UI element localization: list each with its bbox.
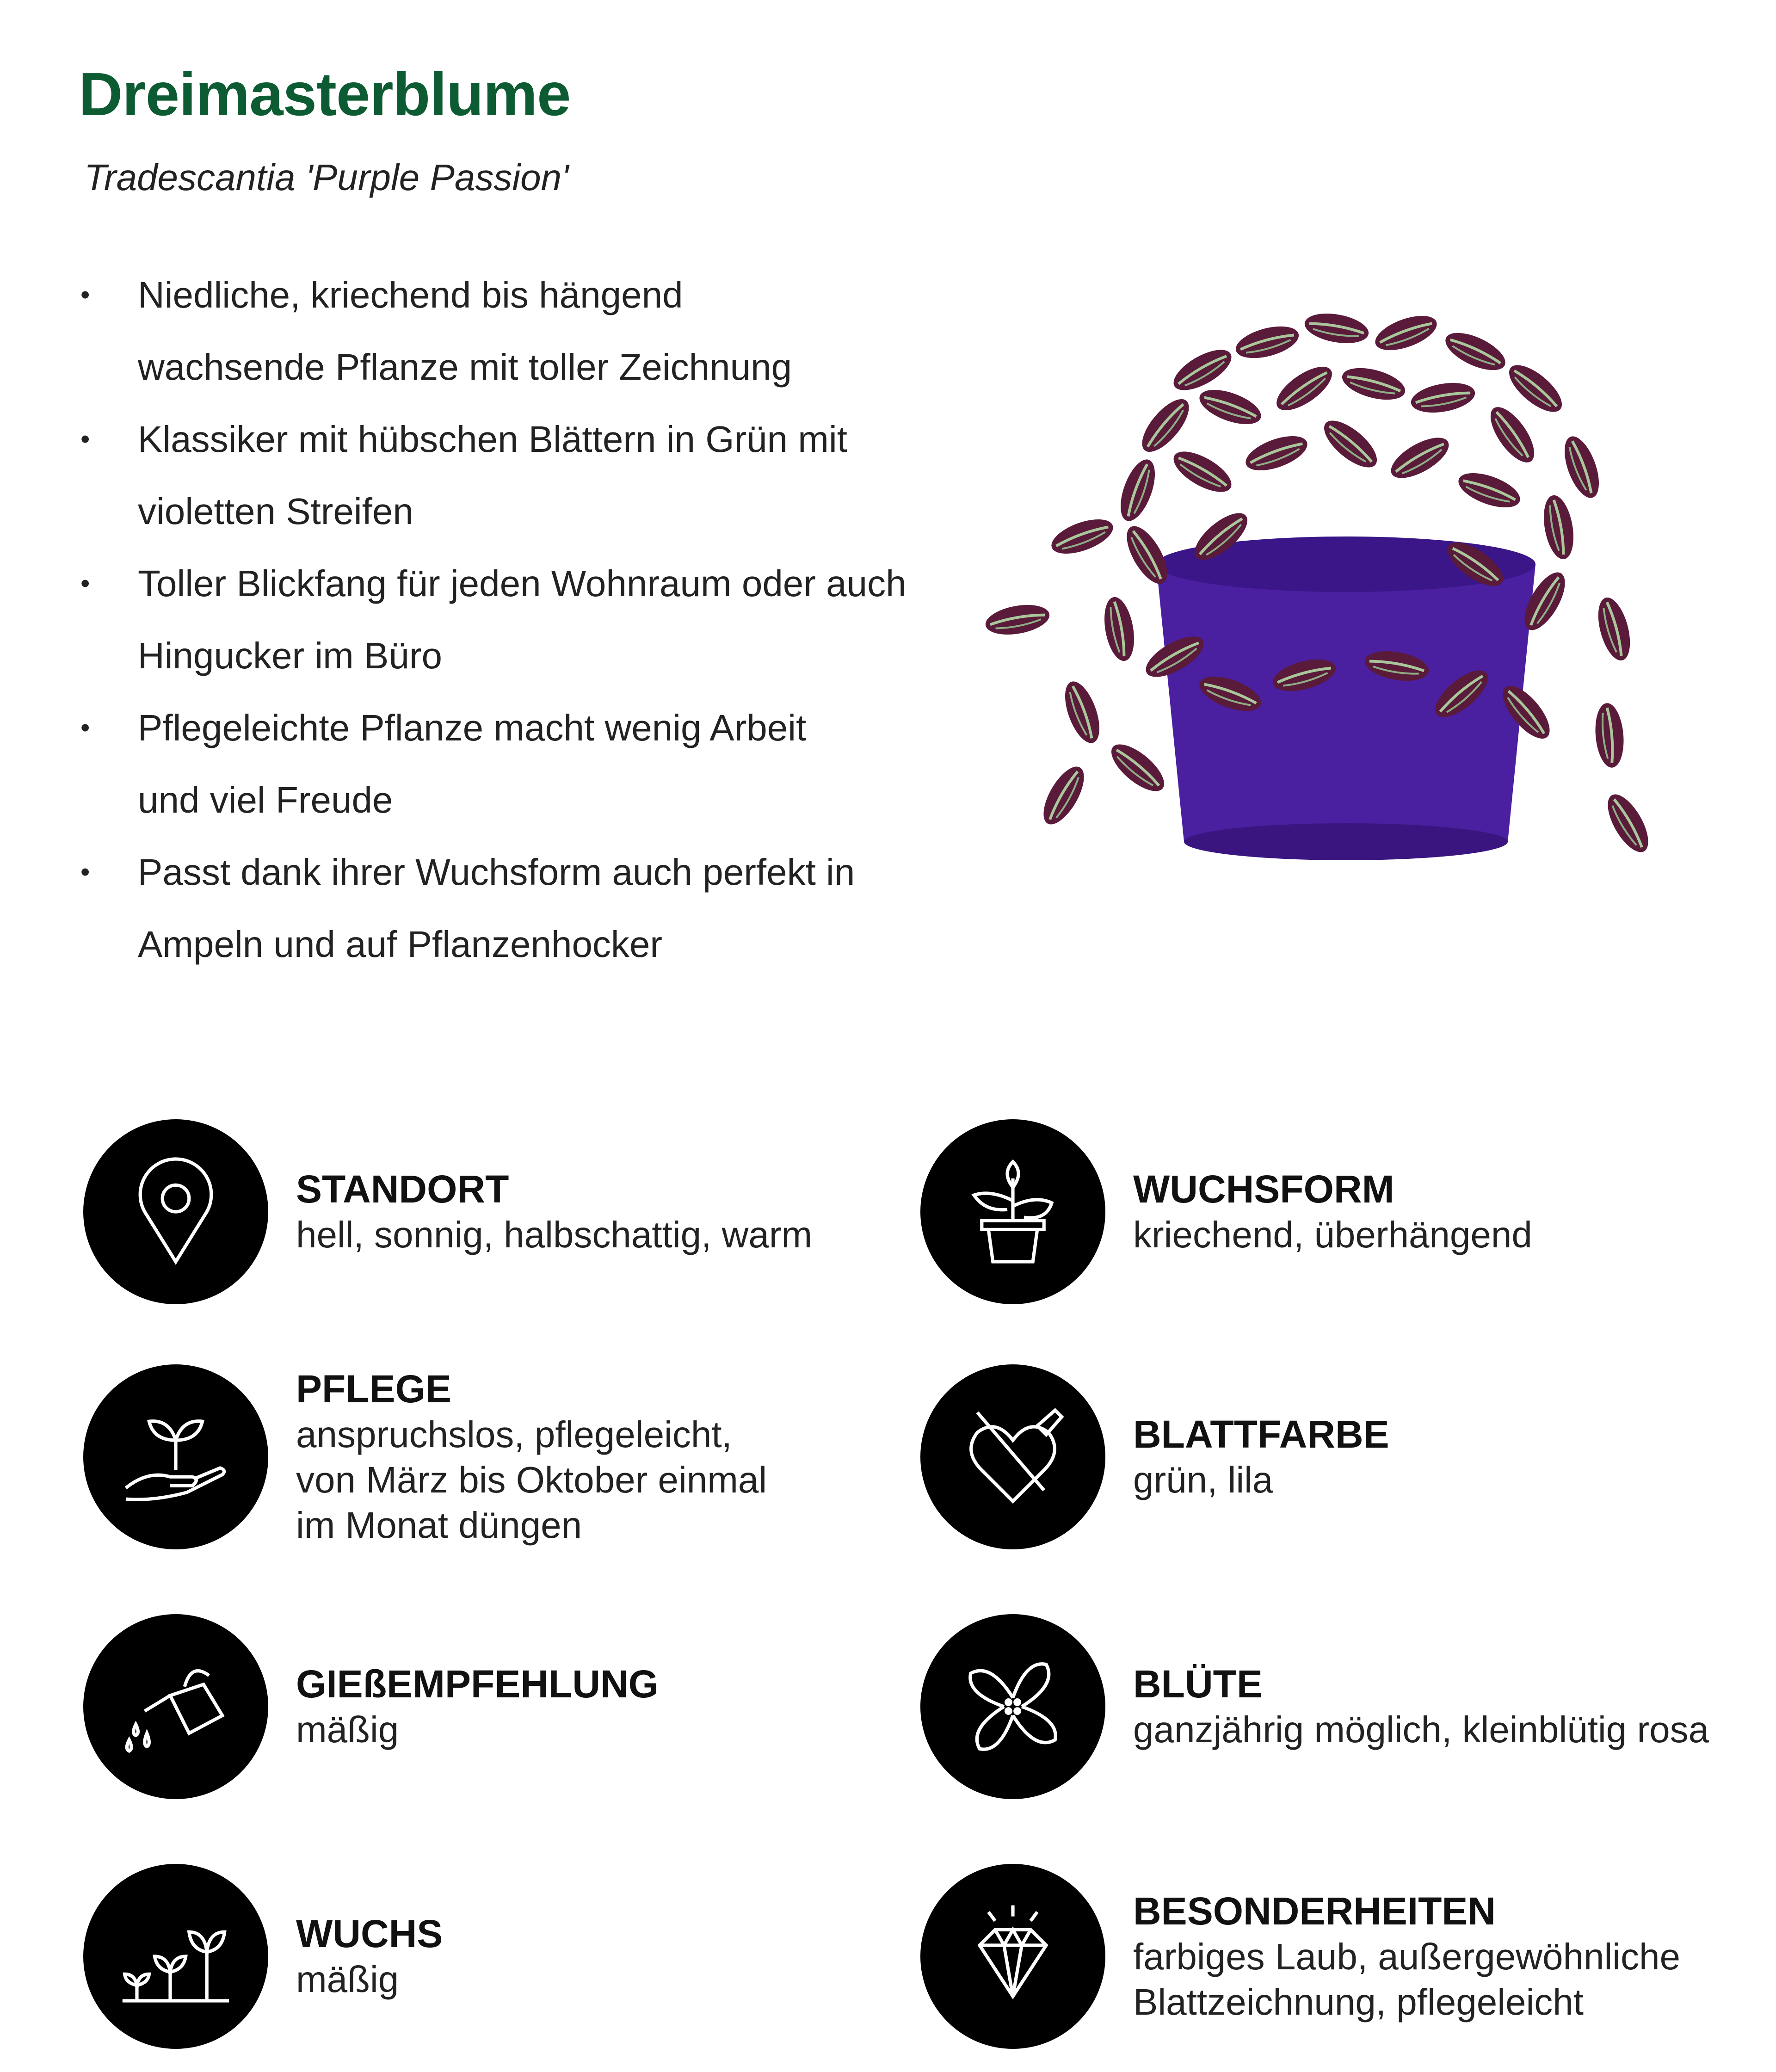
feature-value: kriechend, überhängend (1133, 1214, 1532, 1255)
feature-title: BLÜTE (1133, 1662, 1263, 1706)
bullet-item: • Niedliche, kriechend bis hängend wachsende Pflanze mit toller Zeichnung (79, 259, 859, 403)
feature-bluete (920, 1614, 1709, 1799)
feature-title: STANDORT (296, 1167, 509, 1211)
bullet-item: • Klassiker mit hübschen Blättern in Grün mit violetten Streifen (79, 403, 859, 548)
feature-value: mäßig (296, 1959, 399, 2000)
feature-value: mäßig (296, 1709, 399, 1750)
plant-photo (944, 250, 1730, 897)
location-pin-icon (83, 1119, 268, 1304)
feature-wuchsform (920, 1119, 1532, 1304)
feature-title: WUCHS (296, 1912, 443, 1955)
feature-value: hell, sonnig, halbschattig, warm (296, 1214, 813, 1255)
feature-standort (83, 1119, 812, 1304)
bullet-item: • Toller Blickfang für jeden Wohnraum oder auch Hingucker im Büro (79, 548, 915, 692)
feature-bullet-list (79, 259, 911, 980)
feature-value: farbiges Laub, außergewöhnliche Blattzeichnung, pflegeleicht (1133, 1936, 1681, 2023)
potted-plant-icon (920, 1119, 1105, 1304)
feature-title: BLATTFARBE (1133, 1412, 1389, 1456)
diamond-icon (920, 1864, 1105, 2049)
feature-blattfarbe (920, 1364, 1389, 1549)
leaf-brush-icon (920, 1364, 1105, 1549)
feature-value: grün, lila (1133, 1459, 1273, 1500)
feature-pflege (83, 1364, 767, 1549)
bullet-item: • Passt dank ihrer Wuchsform auch perfekt in Ampeln und auf Pflanzenhocker (79, 836, 878, 980)
feature-wuchs (83, 1864, 443, 2049)
feature-besonderheiten (920, 1864, 1680, 2049)
feature-title: WUCHSFORM (1133, 1167, 1394, 1211)
product-title: Dreimasterblume (79, 60, 571, 128)
watering-can-icon (83, 1614, 268, 1799)
feature-title: GIEßEMPFEHLUNG (296, 1662, 659, 1706)
botanical-name: Tradescantia 'Purple Passion' (84, 157, 569, 198)
bullet-item: • Pflegeleichte Pflanze macht wenig Arbeit und viel Freude (79, 692, 859, 836)
growing-sprouts-icon (83, 1864, 268, 2049)
seedling-hand-icon (83, 1364, 268, 1549)
flower-icon (920, 1614, 1105, 1799)
feature-title: PFLEGE (296, 1367, 452, 1411)
feature-giessempfehlung (83, 1614, 659, 1799)
feature-title: BESONDERHEITEN (1133, 1889, 1496, 1933)
feature-value: anspruchslos, pflegeleicht, von März bis Oktober einmal im Monat düngen (296, 1414, 767, 1546)
feature-value: ganzjährig möglich, kleinblütig rosa (1133, 1709, 1709, 1750)
